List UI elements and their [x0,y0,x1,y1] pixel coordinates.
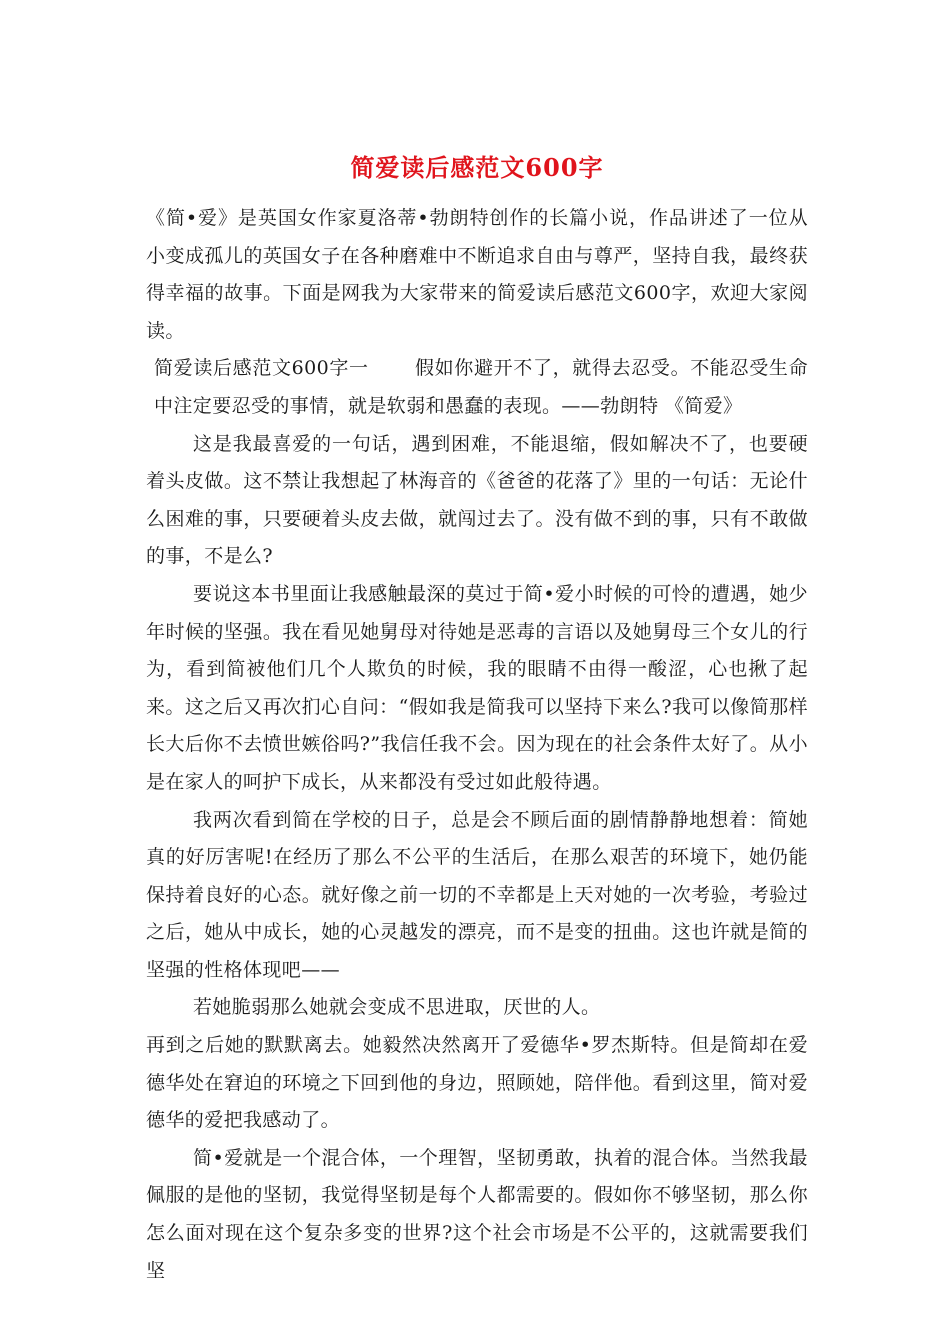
body-paragraph-1: 这是我最喜爱的一句话，遇到困难，不能退缩，假如解决不了，也要硬着头皮做。这不禁让我想起了林海音的《爸爸的花落了》里的一句话：无论什么困难的事，只要硬着头皮去做，就闯过去了。没有做不到的事，只有不敢做的事，不是么? [146,432,808,568]
body-paragraph-2: 要说这本书里面让我感触最深的莫过于简•爱小时候的可怜的遭遇，她少年时候的坚强。我在看见她舅母对待她是恶毒的言语以及她舅母三个女儿的行为，看到简被他们几个人欺负的时候，我的眼睛不由得一酸涩，心也揪了起来。这之后又再次扪心自问：“假如我是简我可以坚持下来么?我可以像简那样长大后你不去愤世嫉俗吗?”我信任我不会。因为现在的社会条件太好了。从小是在家人的呵护下成长，从来都没有受过如此般待遇。 [146,582,808,793]
body-paragraph-4: 若她脆弱那么她就会变成不思进取，厌世的人。 [193,996,601,1019]
document-page [146,148,808,1290]
document-title: 简爱读后感范文600字 [350,153,604,182]
section-lead: 假如你避开不了，就得去忍受。不能忍受生命中注定要忍受的事情，就是软弱和愚蠢的表现。——勃朗特 《简爱》 [154,357,808,417]
intro-paragraph: 《简•爱》是英国女作家夏洛蒂•勃朗特创作的长篇小说，作品讲述了一位从小变成孤儿的英国女子在各种磨难中不断追求自由与尊严，坚持自我，最终获得幸福的故事。下面是网我为大家带来的简爱读后感范文600字，欢迎大家阅读。 [146,207,808,342]
body-paragraph-5: 再到之后她的默默离去。她毅然决然离开了爱德华•罗杰斯特。但是简却在爱德华处在窘迫的环境之下回到他的身边，照顾她，陪伴他。看到这里，简对爱德华的爱把我感动了。 [146,1034,808,1132]
body-paragraph-6: 简•爱就是一个混合体，一个理智，坚韧勇敢，执着的混合体。当然我最佩服的是他的坚韧，我觉得坚韧是每个人都需要的。假如你不够坚韧，那么你怎么面对现在这个复杂多变的世界?这个社会市场是不公平的，这就需要我们坚 [146,1146,808,1282]
section-paragraph [146,350,808,425]
body-paragraph-3: 我两次看到简在学校的日子，总是会不顾后面的剧情静静地想着：简她真的好厉害呢!在经历了那么不公平的生活后，在那么艰苦的环境下，她仍能保持着良好的心态。就好像之前一切的不幸都是上天对她的一次考验，考验过之后，她从中成长，她的心灵越发的漂亮，而不是变的扭曲。这也许就是简的坚强的性格体现吧—— [146,808,808,981]
section-heading: 简爱读后感范文600字一 [154,357,369,380]
